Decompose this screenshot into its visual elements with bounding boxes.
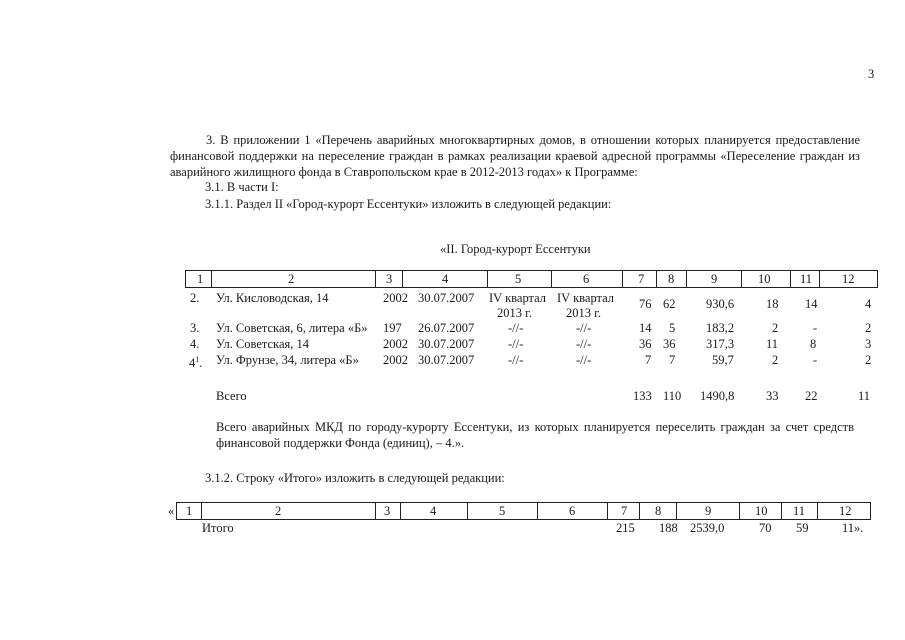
row-c11: 14 xyxy=(805,297,818,311)
table2-col-8: 8 xyxy=(655,504,662,518)
row-quarter-line1: IV квартал xyxy=(489,291,547,305)
row-quarter: -//- xyxy=(508,337,524,351)
table2-col-12: 12 xyxy=(839,504,852,518)
row-c11: - xyxy=(813,353,818,367)
row-quarter2-line2: 2013 г. xyxy=(566,306,601,320)
table1-col-3: 3 xyxy=(386,272,393,286)
table1-col-4: 4 xyxy=(442,272,449,286)
row-date: 26.07.2007 xyxy=(418,321,475,335)
row-year: 2002 xyxy=(383,337,408,351)
row-c12: 2 xyxy=(865,321,872,335)
table2-col-3: 3 xyxy=(384,504,391,518)
table1-col-8: 8 xyxy=(668,272,675,286)
item-3-1-2: 3.1.2. Строку «Итого» изложить в следующей редакции: xyxy=(205,471,505,485)
table1-col-9: 9 xyxy=(711,272,718,286)
table2-col-1: 1 xyxy=(186,504,193,518)
table2-open-quote: « xyxy=(168,504,175,518)
table2-col-10: 10 xyxy=(755,504,768,518)
table2-col-9: 9 xyxy=(705,504,712,518)
total-c9: 1490,8 xyxy=(700,389,735,403)
total-c10: 33 xyxy=(766,389,779,403)
row-c7: 76 xyxy=(639,297,652,311)
row-c9: 930,6 xyxy=(706,297,735,311)
table1-header xyxy=(185,270,878,288)
row-address: Ул. Советская, 6, литера «Б» xyxy=(216,321,368,335)
summary-paragraph: Всего аварийных МКД по городу-курорту Ессентуки, из которых планируется переселить граждан за счет средств финансовой поддержки Фонда (единиц), – 4.». xyxy=(216,420,854,450)
itogo-c10: 70 xyxy=(759,521,772,535)
table1-col-11: 11 xyxy=(800,272,813,286)
total-c11: 22 xyxy=(805,389,818,403)
row-c10: 2 xyxy=(772,353,779,367)
table2-col-2: 2 xyxy=(275,504,282,518)
itogo-c12: 11». xyxy=(842,521,864,535)
table1-col-5: 5 xyxy=(515,272,522,286)
row-number: 2. xyxy=(190,291,200,305)
row-quarter-line2: 2013 г. xyxy=(497,306,532,320)
table1-col-6: 6 xyxy=(583,272,590,286)
table2-col-4: 4 xyxy=(430,504,437,518)
table2-header xyxy=(176,502,871,520)
section-title: «II. Город-курорт Ессентуки xyxy=(440,242,591,256)
row-c9: 317,3 xyxy=(706,337,735,351)
paragraph-3: 3. В приложении 1 «Перечень аварийных многоквартирных домов, в отношении которых планируется предоставление финансовой поддержки на переселение граждан в рамках реализации краевой адресной программы «Переселение граждан из аварийного жилищного фонда в Ставропольском крае в 2012-2013 годах» к Программе: xyxy=(170,133,860,179)
row-c7: 36 xyxy=(639,337,652,351)
row-date: 30.07.2007 xyxy=(418,337,475,351)
row-c12: 4 xyxy=(865,297,872,311)
row-year: 2002 xyxy=(383,291,408,305)
row-c11: 8 xyxy=(810,337,817,351)
row-number: $4^1$. xyxy=(189,355,203,371)
table1-col-7: 7 xyxy=(638,272,645,286)
row-c12: 2 xyxy=(865,353,872,367)
row-date: 30.07.2007 xyxy=(418,353,475,367)
total-c8: 110 xyxy=(663,389,682,403)
row-c9: 59,7 xyxy=(712,353,734,367)
item-3-1: 3.1. В части I: xyxy=(205,180,279,194)
table2-col-6: 6 xyxy=(569,504,576,518)
itogo-c9: 2539,0 xyxy=(690,521,725,535)
row-c8: 36 xyxy=(663,337,676,351)
itogo-c8: 188 xyxy=(659,521,678,535)
row-c10: 11 xyxy=(766,337,779,351)
row-c7: 14 xyxy=(639,321,652,335)
row-address: Ул. Советская, 14 xyxy=(216,337,309,351)
row-quarter2: -//- xyxy=(576,337,592,351)
itogo-c11: 59 xyxy=(796,521,809,535)
row-quarter2: -//- xyxy=(576,321,592,335)
row-date: 30.07.2007 xyxy=(418,291,475,305)
row-c8: 62 xyxy=(663,297,676,311)
row-year: 197 xyxy=(383,321,402,335)
row-c10: 18 xyxy=(766,297,779,311)
table2-col-11: 11 xyxy=(793,504,806,518)
total-label: Всего xyxy=(216,389,247,403)
row-quarter2-line1: IV квартал xyxy=(557,291,615,305)
row-number: 4. xyxy=(190,337,200,351)
row-address: Ул. Фрунзе, 34, литера «Б» xyxy=(216,353,359,367)
row-c7: 7 xyxy=(645,353,652,367)
row-c11: - xyxy=(813,321,818,335)
row-number: 3. xyxy=(190,321,200,335)
table1-col-12: 12 xyxy=(842,272,855,286)
itogo-label: Итого xyxy=(202,521,234,535)
item-3-1-1: 3.1.1. Раздел II «Город-курорт Ессентуки» изложить в следующей редакции: xyxy=(205,197,612,211)
row-c8: 7 xyxy=(669,353,676,367)
table2-col-5: 5 xyxy=(499,504,506,518)
row-c8: 5 xyxy=(669,321,676,335)
table1-col-1: 1 xyxy=(197,272,204,286)
row-quarter2: -//- xyxy=(576,353,592,367)
row-c10: 2 xyxy=(772,321,779,335)
row-quarter: -//- xyxy=(508,353,524,367)
page-number: 3 xyxy=(868,67,875,81)
table1-col-10: 10 xyxy=(758,272,771,286)
table1-col-2: 2 xyxy=(288,272,295,286)
row-quarter: -//- xyxy=(508,321,524,335)
total-c12: 11 xyxy=(858,389,871,403)
total-c7: 133 xyxy=(633,389,652,403)
row-c12: 3 xyxy=(865,337,872,351)
table2-col-7: 7 xyxy=(621,504,628,518)
row-c9: 183,2 xyxy=(706,321,735,335)
row-address: Ул. Кисловодская, 14 xyxy=(216,291,329,305)
row-year: 2002 xyxy=(383,353,408,367)
itogo-c7: 215 xyxy=(616,521,635,535)
